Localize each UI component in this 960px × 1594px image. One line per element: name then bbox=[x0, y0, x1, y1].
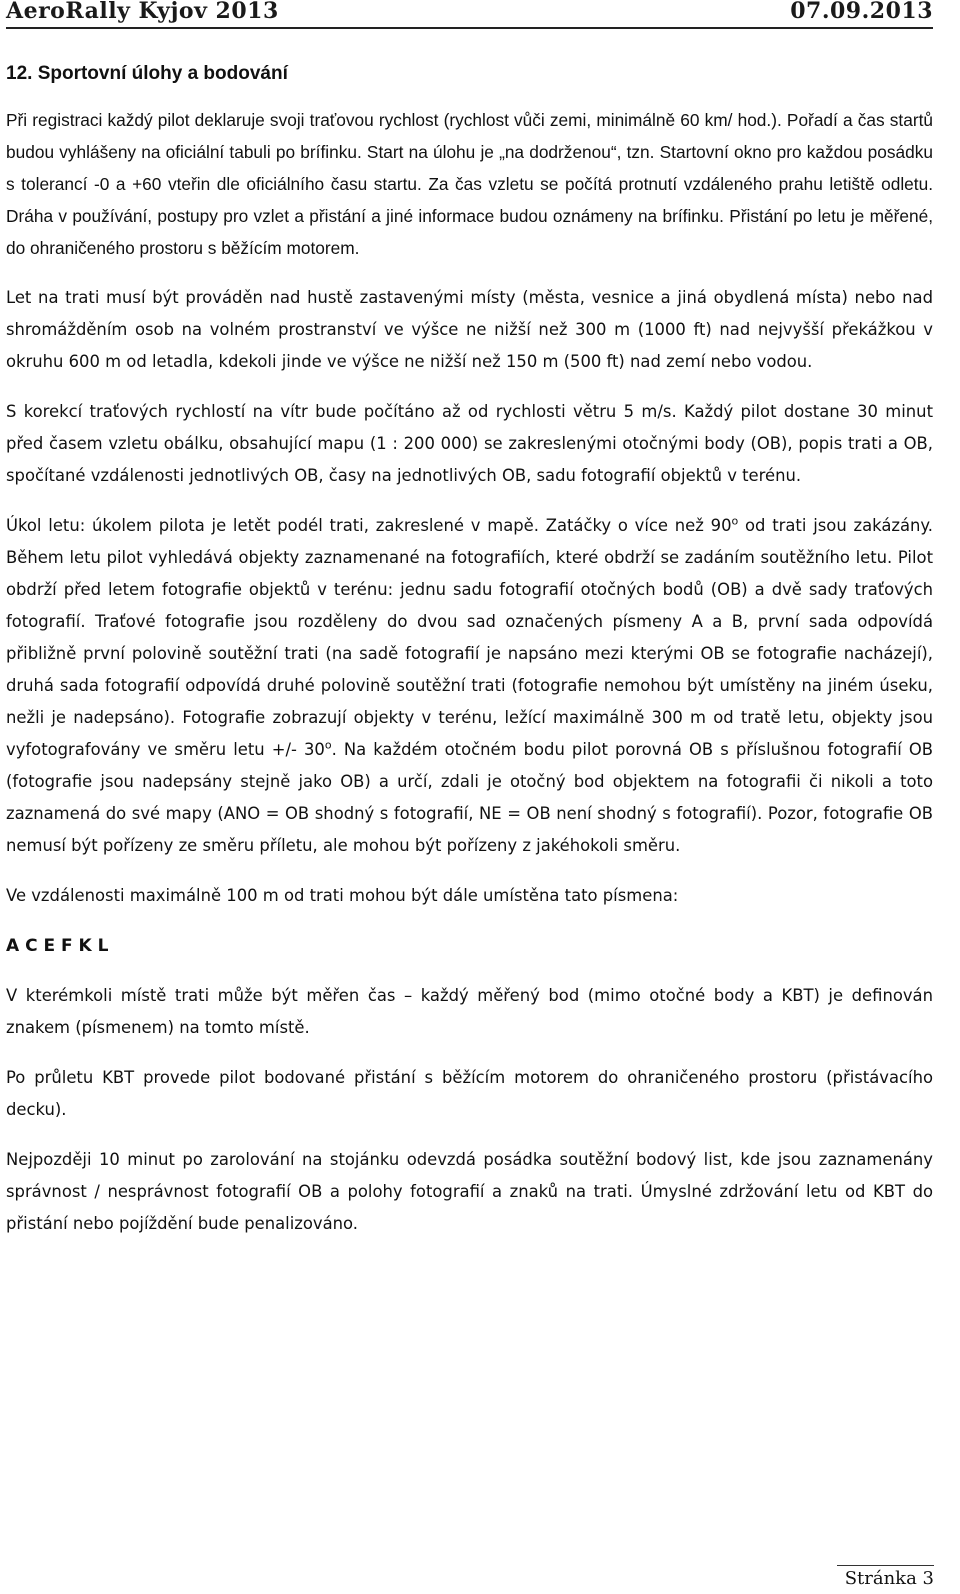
paragraph-wind-correction: S korekcí traťových rychlostí na vítr bude počítáno až od rychlosti větru 5 m/s. Každý pilot dostane 30 minut před časem vzletu obálku, obsahující mapu (1 : 200 000) se zakreslenými otočnými body (OB), popis trati a OB, spočítané vzdálenosti jednotlivých OB, časy na jednotlivých OB, sadu fotografií objektů v terénu. bbox=[6, 402, 933, 485]
paragraph-flight-altitude: Let na trati musí být prováděn nad hustě zastavenými místy (města, vesnice a jiná obydlená místa) nebo nad shromážděním osob na volném prostranství ve výšce ne nižší než 300 m (1000 ft) nad nejvyšší překážkou v okruhu 600 m od letadla, kdekoli jinde ve výšce ne nižší než 150 m (500 ft) nad zemí nebo vodou. bbox=[6, 288, 933, 371]
task-text-part-1: Úkol letu: úkolem pilota je letět podél trati, zakreslené v mapě. Zatáčky o více než 90 bbox=[6, 516, 732, 535]
letters-list: A C E F K L bbox=[6, 936, 109, 956]
document-title: AeroRally Kyjov 2013 bbox=[6, 0, 279, 24]
page-number: Stránka 3 bbox=[844, 1568, 934, 1589]
section-heading: 12. Sportovní úlohy a bodování bbox=[6, 63, 288, 84]
degree-mark-2: o bbox=[324, 738, 332, 752]
paragraph-letters-intro: Ve vzdálenosti maximálně 100 m od trati mohou být dále umístěna tato písmena: bbox=[6, 886, 679, 905]
document-date: 07.09.2013 bbox=[790, 0, 933, 24]
page-header bbox=[6, 0, 933, 29]
degree-mark-1: o bbox=[731, 514, 739, 528]
paragraph-time-measurement: V kterémkoli místě trati může být měřen čas – každý měřený bod (mimo otočné body a KBT) je definován znakem (písmenem) na tomto místě. bbox=[6, 986, 933, 1037]
page-content bbox=[6, 60, 933, 1258]
task-text-part-3: . Na každém otočném bodu pilot porovná OB s příslušnou fotografií OB (fotografie jsou nadepsány stejně jako OB) a určí, zdali je otočný bod objektem na fotografii či nikoli a toto zaznamená do své mapy (ANO = OB shodný s fotografií, NE = OB není shodný s fotografií). Pozor, fotografie OB nemusí být pořízeny ze směru příletu, ale mohou být pořízeny z jakéhokoli směru. bbox=[6, 740, 933, 855]
paragraph-registration: Při registraci každý pilot deklaruje svoji traťovou rychlost (rychlost vůči zemi, minimálně 60 km/ hod.). Pořadí a čas startů budou vyhlášeny na oficiální tabuli po brífinku. Start na úlohu je „na dodrženou“, tzn. Startovní okno pro každou posádku s tolerancí -0 a +60 vteřin dle oficiálního času startu. Za čas vzletu se počítá protnutí vzdáleného prahu letiště odletu. Dráha v používání, postupy pro vzlet a přistání a jiné informace budou oznámeny na brífinku. Přistání po letu je měřené, do ohraničeného prostoru s běžícím motorem. bbox=[6, 110, 933, 258]
paragraph-landing: Po průletu KBT provede pilot bodované přistání s běžícím motorem do ohraničeného prostoru (přistávacího decku). bbox=[6, 1068, 933, 1119]
paragraph-scoring-sheet: Nejpozději 10 minut po zarolování na stojánku odevzdá posádka soutěžní bodový list, kde jsou zaznamenány správnost / nesprávnost fotografií OB a polohy fotografií a znaků na trati. Úmyslné zdržování letu od KBT do přistání nebo pojíždění bude penalizováno. bbox=[6, 1150, 933, 1233]
page-footer bbox=[837, 1565, 934, 1594]
paragraph-task-description bbox=[6, 510, 933, 862]
task-text-part-2: od trati jsou zakázány. Během letu pilot vyhledává objekty zaznamenané na fotografiích, které obdrží se zadáním soutěžního letu. Pilot obdrží před letem fotografie objektů v terénu: jednu sadu fotografií otočných bodů (OB) a dvě sady traťových fotografií. Traťové fotografie jsou rozděleny do dvou sad označených písmeny A a B, první sada odpovídá přibližně první polovině soutěžní trati (na sadě fotografií je napsáno mezi kterými OB se fotografie nacházejí), druhá sada fotografií odpovídá druhé polovině soutěžní trati (fotografie nemohou být umístěny na jiném úseku, nežli je nadepsáno). Fotografie zobrazují objekty v terénu, ležící maximálně 300 m od tratě letu, objekty jsou vyfotografovány ve směru letu +/- 30 bbox=[6, 516, 933, 759]
